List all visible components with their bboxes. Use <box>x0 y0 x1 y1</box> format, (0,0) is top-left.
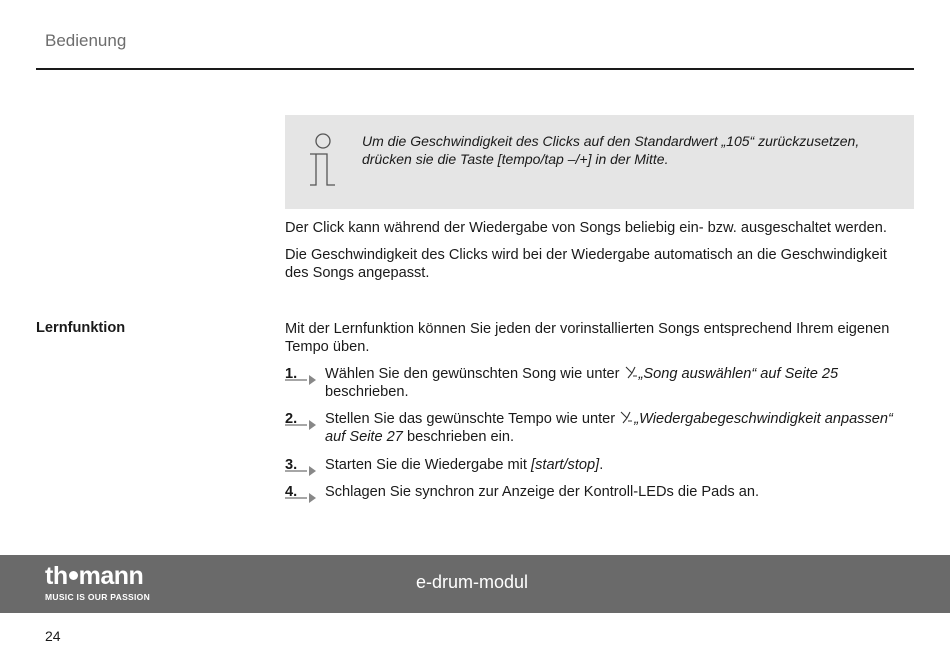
cross-reference-icon <box>624 365 638 379</box>
info-text-line-1: Um die Geschwindigkeit des Clicks auf den Standardwert „105“ zurückzusetzen, <box>362 133 860 149</box>
step-text-after: . <box>599 457 604 473</box>
brand-tagline: MUSIC IS OUR PASSION <box>45 592 151 602</box>
paragraph-click-toggle: Der Click kann während der Wiedergabe von Songs beliebig ein- bzw. ausgeschaltet werden. <box>285 220 887 236</box>
step-number: 2. <box>285 411 298 427</box>
page-number: 24 <box>45 628 61 644</box>
step-text <box>325 456 915 474</box>
paragraph-click-speed: Die Geschwindigkeit des Clicks wird bei der Wiedergabe automatisch an die Geschwindigkeit des Songs angepasst. <box>285 247 887 281</box>
step-text-before: Wählen Sie den gewünschten Song wie unter <box>325 366 624 382</box>
section-label: Lernfunktion <box>36 320 126 336</box>
section-intro: Mit der Lernfunktion können Sie jeden der vorinstallierten Songs entsprechend Ihrem eigenen Tempo üben. <box>285 321 890 355</box>
step-arrow-icon <box>285 419 319 431</box>
step-number: 1. <box>285 366 298 382</box>
step-arrow-icon <box>285 492 319 504</box>
header-rule <box>36 68 914 70</box>
info-text <box>362 132 902 168</box>
brand-logo-part1: th <box>45 562 68 590</box>
step-text-before: Stellen Sie das gewünschte Tempo wie unter <box>325 411 620 427</box>
info-icon <box>307 133 341 189</box>
info-box <box>285 115 914 209</box>
cross-reference-link[interactable]: „Song auswählen“ auf Seite 25 <box>638 366 839 382</box>
step-number: 4. <box>285 484 298 500</box>
step-text <box>325 483 915 501</box>
brand-logo <box>45 562 143 591</box>
step-number: 3. <box>285 457 298 473</box>
step-text <box>325 365 915 401</box>
footer-product-name: e-drum-modul <box>416 572 529 592</box>
step-arrow-icon <box>285 465 319 477</box>
key-label: [start/stop] <box>531 457 600 473</box>
header-title: Bedienung <box>45 31 127 50</box>
footer-bar <box>0 555 950 613</box>
step-text-after: beschrieben. <box>325 384 409 400</box>
cross-reference-link[interactable]: „Wiedergabegeschwindigkeit anpassen“ auf Seite 27 <box>325 411 893 445</box>
step-text-after: beschrieben ein. <box>402 429 515 445</box>
cross-reference-icon <box>619 410 633 424</box>
step-arrow-icon <box>285 374 319 386</box>
brand-logo-part2: mann <box>78 562 144 590</box>
info-text-line-2: drücken sie die Taste [tempo/tap –/+] in der Mitte. <box>362 151 669 167</box>
step-text-before: Starten Sie die Wiedergabe mit <box>325 457 532 473</box>
step-text-before: Schlagen Sie synchron zur Anzeige der Kontroll-LEDs die Pads an. <box>325 484 760 500</box>
brand-logo-dot <box>69 571 78 580</box>
step-text <box>325 410 915 446</box>
